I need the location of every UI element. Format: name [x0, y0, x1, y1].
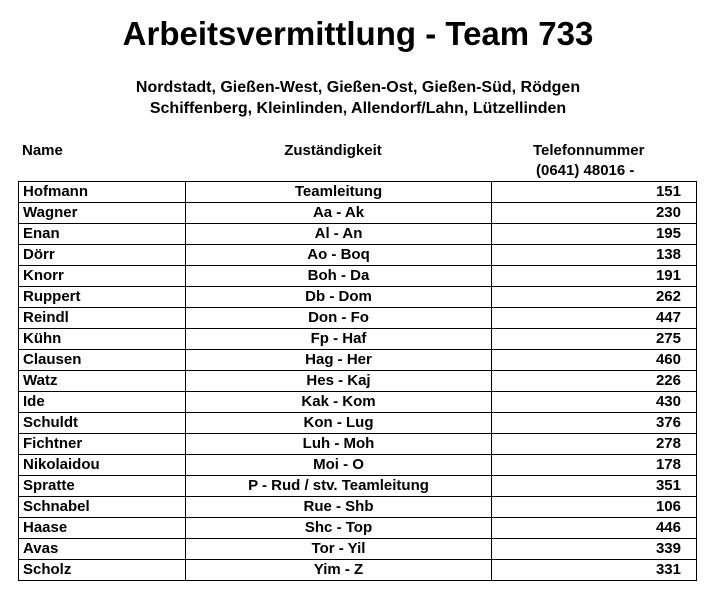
cell-durchwahl: 230	[492, 203, 697, 224]
cell-name: Nikolaidou	[19, 455, 186, 476]
cell-zustaendigkeit: Don - Fo	[186, 308, 492, 329]
cell-name: Ruppert	[19, 287, 186, 308]
table-row	[19, 392, 697, 413]
column-header-name: Name	[22, 142, 63, 159]
cell-durchwahl: 195	[492, 224, 697, 245]
cell-durchwahl: 447	[492, 308, 697, 329]
cell-zustaendigkeit: Shc - Top	[186, 518, 492, 539]
cell-zustaendigkeit: Aa - Ak	[186, 203, 492, 224]
districts-line-1: Nordstadt, Gießen-West, Gießen-Ost, Gießen-Süd, Rödgen	[135, 79, 581, 96]
cell-name: Fichtner	[19, 434, 186, 455]
cell-name: Wagner	[19, 203, 186, 224]
cell-zustaendigkeit: Tor - Yil	[186, 539, 492, 560]
table-row	[19, 371, 697, 392]
cell-name: Ide	[19, 392, 186, 413]
cell-name: Watz	[19, 371, 186, 392]
table-row	[19, 560, 697, 581]
cell-zustaendigkeit: Yim - Z	[186, 560, 492, 581]
cell-name: Reindl	[19, 308, 186, 329]
cell-zustaendigkeit: Al - An	[186, 224, 492, 245]
table-row	[19, 476, 697, 497]
table-row	[19, 455, 697, 476]
staff-table	[18, 181, 697, 581]
cell-zustaendigkeit: Db - Dom	[186, 287, 492, 308]
cell-name: Hofmann	[19, 182, 186, 203]
cell-name: Avas	[19, 539, 186, 560]
cell-zustaendigkeit: Kak - Kom	[186, 392, 492, 413]
cell-durchwahl: 178	[492, 455, 697, 476]
cell-name: Scholz	[19, 560, 186, 581]
cell-zustaendigkeit: Fp - Haf	[186, 329, 492, 350]
cell-name: Schnabel	[19, 497, 186, 518]
cell-durchwahl: 460	[492, 350, 697, 371]
page-title: Arbeitsvermittlung - Team 733	[122, 15, 594, 52]
column-header-telefon: Telefonnummer	[533, 142, 645, 159]
cell-durchwahl: 430	[492, 392, 697, 413]
cell-durchwahl: 151	[492, 182, 697, 203]
cell-zustaendigkeit: Kon - Lug	[186, 413, 492, 434]
phone-prefix: (0641) 48016 -	[536, 162, 635, 179]
cell-durchwahl: 278	[492, 434, 697, 455]
table-row	[19, 224, 697, 245]
cell-name: Schuldt	[19, 413, 186, 434]
table-row	[19, 350, 697, 371]
cell-durchwahl: 331	[492, 560, 697, 581]
table-row	[19, 245, 697, 266]
cell-zustaendigkeit: Ao - Boq	[186, 245, 492, 266]
table-row	[19, 413, 697, 434]
cell-name: Spratte	[19, 476, 186, 497]
cell-zustaendigkeit: Rue - Shb	[186, 497, 492, 518]
cell-zustaendigkeit: Hes - Kaj	[186, 371, 492, 392]
column-header-zustaendigkeit: Zuständigkeit	[284, 142, 382, 159]
cell-zustaendigkeit: Moi - O	[186, 455, 492, 476]
table-row	[19, 266, 697, 287]
cell-zustaendigkeit: Luh - Moh	[186, 434, 492, 455]
cell-durchwahl: 138	[492, 245, 697, 266]
cell-durchwahl: 275	[492, 329, 697, 350]
table-row	[19, 539, 697, 560]
table-row	[19, 308, 697, 329]
cell-name: Kühn	[19, 329, 186, 350]
table-row	[19, 182, 697, 203]
table-row	[19, 518, 697, 539]
cell-durchwahl: 446	[492, 518, 697, 539]
cell-durchwahl: 339	[492, 539, 697, 560]
cell-name: Dörr	[19, 245, 186, 266]
cell-durchwahl: 191	[492, 266, 697, 287]
cell-name: Clausen	[19, 350, 186, 371]
staff-table-body	[19, 182, 697, 581]
cell-zustaendigkeit: Teamleitung	[186, 182, 492, 203]
table-row	[19, 287, 697, 308]
table-row	[19, 497, 697, 518]
cell-durchwahl: 262	[492, 287, 697, 308]
districts-line-2: Schiffenberg, Kleinlinden, Allendorf/Lahn, Lützellinden	[149, 100, 567, 117]
cell-zustaendigkeit: Hag - Her	[186, 350, 492, 371]
table-row	[19, 434, 697, 455]
cell-name: Knorr	[19, 266, 186, 287]
table-row	[19, 203, 697, 224]
cell-name: Haase	[19, 518, 186, 539]
cell-durchwahl: 106	[492, 497, 697, 518]
cell-durchwahl: 376	[492, 413, 697, 434]
cell-durchwahl: 226	[492, 371, 697, 392]
cell-durchwahl: 351	[492, 476, 697, 497]
cell-name: Enan	[19, 224, 186, 245]
table-row	[19, 329, 697, 350]
cell-zustaendigkeit: P - Rud / stv. Teamleitung	[186, 476, 492, 497]
cell-zustaendigkeit: Boh - Da	[186, 266, 492, 287]
